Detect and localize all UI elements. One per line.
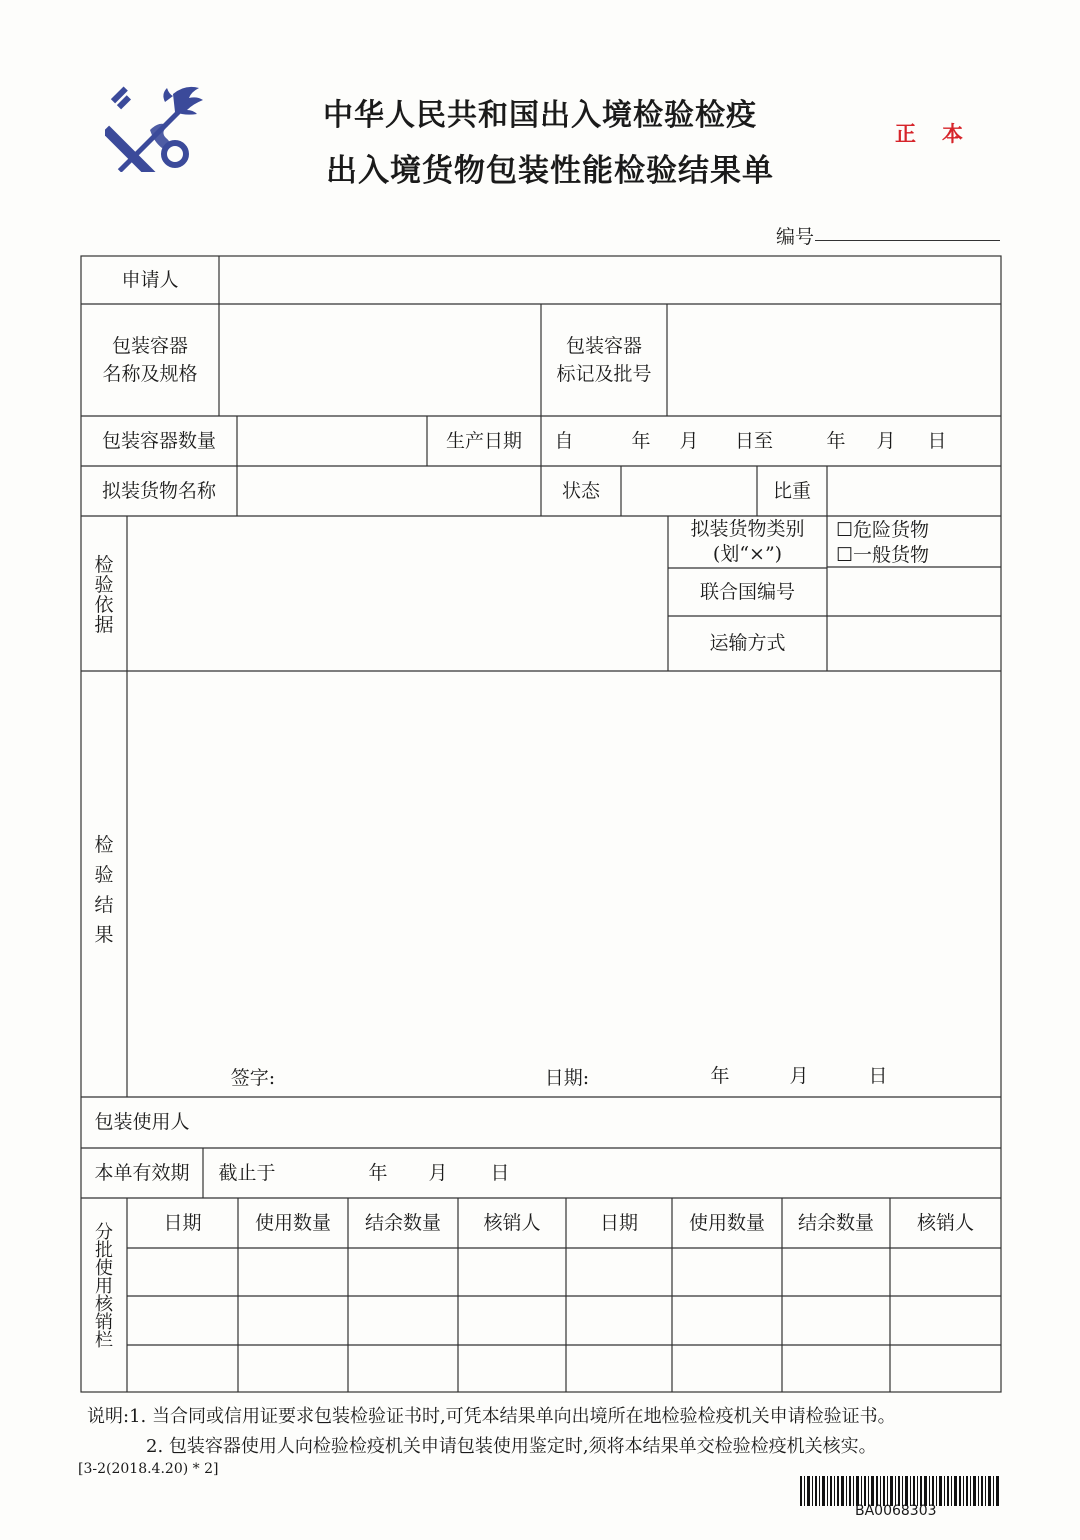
container-mark-label-line1: 包装容器 [565,334,642,357]
batch-rows-area[interactable] [128,1249,1000,1391]
goods-category-label-line2: (划“×”) [712,543,783,565]
valid-month-label: 月 [428,1161,448,1184]
un-number-label: 联合国编号 [699,580,795,603]
note-line-1: 说明:1. 当合同或信用证要求包装检验证书时,可凭本结果单向出境所在地检验检疫机关申请检验证书。 [87,1406,896,1427]
agency-title: 中华人民共和国出入境检验检疫 [323,98,757,133]
container-name-label-line1: 包装容器 [111,334,188,357]
package-user-label: 包装使用人 [94,1111,190,1134]
to-year-label: 年 [826,429,846,452]
validity-label: 本单有效期 [94,1161,190,1184]
container-name-field[interactable] [220,305,540,415]
applicant-label: 申请人 [121,268,179,291]
inspection-basis-field[interactable] [128,517,667,670]
transport-mode-field[interactable] [828,617,1000,670]
barcode-icon [800,1476,1000,1506]
to-month-label: 月 [876,429,896,452]
result-date-label: 日期: [544,1066,590,1089]
container-qty-field[interactable] [238,417,426,465]
date-from-label: 自 [554,429,574,452]
goods-name-field[interactable] [238,467,540,515]
inspection-result-label: 检验结果 [94,834,114,947]
state-field[interactable] [622,467,756,515]
container-mark-label [541,304,667,416]
result-year-label: 年 [710,1064,730,1087]
production-date-label: 生产日期 [445,429,522,452]
package-user-field[interactable] [204,1098,1000,1147]
batch-section-label: 分批使用核销栏 [95,1222,113,1351]
goods-category-label-line1: 拟装货物类别 [690,518,805,541]
valid-year-label: 年 [368,1161,388,1184]
inspection-basis-label: 检验依据 [94,554,114,636]
dangerous-goods-checkbox[interactable]: ☐危险货物 [836,519,930,542]
general-goods-checkbox[interactable]: ☐一般货物 [836,544,930,567]
inspection-result-field[interactable] [128,672,1000,1052]
applicant-field[interactable] [220,257,1000,303]
number-label: 编号 [776,226,815,248]
signature-field[interactable] [280,1064,520,1092]
batch-header-used-qty-1: 使用数量 [254,1211,331,1234]
barcode-number: BA0068303 [855,1503,937,1519]
valid-day-label: 日 [490,1161,510,1184]
result-month-label: 月 [789,1064,809,1087]
batch-header-balance-qty-2: 结余数量 [797,1211,874,1234]
batch-header-verifier-2: 核销人 [916,1211,974,1234]
original-copy-stamp: 正本 [895,121,989,146]
specific-gravity-field[interactable] [828,467,1000,515]
batch-header-used-qty-2: 使用数量 [688,1211,765,1234]
signature-label: 签字: [230,1066,276,1089]
day-to-label: 日至 [734,429,773,452]
container-name-label-line2: 名称及规格 [102,363,198,385]
specific-gravity-label: 比重 [772,479,811,502]
document-title: 出入境货物包装性能检验结果单 [326,153,774,189]
batch-header-verifier-1: 核销人 [483,1211,541,1234]
transport-mode-label: 运输方式 [709,632,786,655]
batch-header-balance-qty-1: 结余数量 [364,1211,441,1234]
goods-category-label [668,516,827,568]
from-month-label: 月 [679,429,699,452]
state-label: 状态 [561,479,600,502]
container-mark-label-line2: 标记及批号 [556,363,652,385]
container-mark-field[interactable] [668,305,1000,415]
goods-name-label: 拟装货物名称 [101,479,216,502]
batch-header-date-2: 日期 [599,1211,638,1234]
note-line-2: 2. 包装容器使用人向检验检疫机关申请包装使用鉴定时,须将本结果单交检验检疫机关核实。 [146,1436,877,1457]
result-day-label: 日 [868,1064,888,1087]
batch-header-date-1: 日期 [163,1211,202,1234]
container-qty-label: 包装容器数量 [101,429,216,452]
un-number-field[interactable] [828,568,1000,615]
to-day-label: 日 [927,429,947,452]
form-code: [3-2(2018.4.20) * 2] [78,1461,219,1477]
container-name-label [81,304,219,416]
from-year-label: 年 [631,429,651,452]
valid-until-label: 截止于 [218,1161,276,1184]
